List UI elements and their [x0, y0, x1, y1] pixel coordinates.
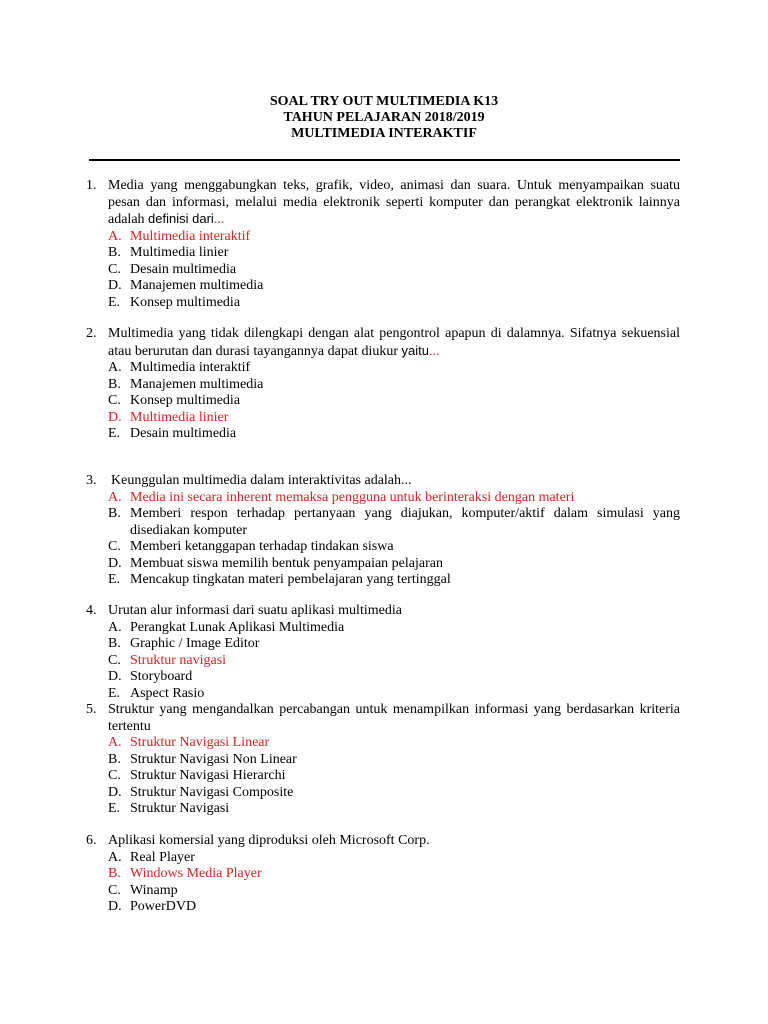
- answer-option: E. Struktur Navigasi: [108, 801, 230, 816]
- answer-option: C. Desain multimedia: [108, 261, 237, 277]
- question-stem: Aplikasi komersial yang diproduksi oleh Microsoft Corp.: [108, 833, 430, 848]
- answer-option: B. Graphic / Image Editor: [108, 636, 260, 651]
- question-number: 1.: [86, 178, 97, 193]
- answer-option: A. Multimedia interaktif: [108, 360, 251, 375]
- answer-option: D. Manajemen multimedia: [108, 278, 264, 293]
- question-number: 2.: [86, 326, 97, 341]
- answer-option-correct: A. Media ini secara inherent memaksa pengguna untuk berinteraksi dengan materi: [108, 489, 575, 505]
- question-2: [86, 326, 680, 443]
- answer-option-correct: A. Multimedia interaktif: [108, 228, 251, 244]
- answer-option: D. PowerDVD: [108, 899, 197, 914]
- answer-options: [86, 490, 680, 589]
- question-stem: Multimedia yang tidak dilengkapi dengan alat pengontrol apapun di dalamnya. Sifatnya sekuensial atau berurutan dan durasi tayangannya dapat diukur yaitu...: [108, 326, 680, 359]
- answer-option-correct: B. Windows Media Player: [108, 866, 262, 881]
- answer-option-correct: D. Multimedia linier: [108, 409, 229, 425]
- answer-options: [86, 850, 680, 916]
- title-line-2: TAHUN PELAJARAN 2018/2019: [283, 110, 485, 125]
- answer-option: D. Storyboard: [108, 669, 193, 684]
- answer-option: A. Real Player: [108, 849, 195, 865]
- question-5: [86, 702, 680, 818]
- answer-option: C. Konsep multimedia: [108, 393, 241, 408]
- answer-option-correct: A. Struktur Navigasi Linear: [108, 735, 270, 750]
- question-number: 4.: [86, 603, 97, 618]
- answer-option: C. Memberi ketanggapan terhadap tindakan siswa: [108, 539, 394, 554]
- answer-option: E. Konsep multimedia: [108, 294, 241, 310]
- question-stem: Keunggulan multimedia dalam interaktivitas adalah...: [111, 473, 412, 488]
- answer-option: B. Manajemen multimedia: [108, 376, 264, 392]
- question-stem: Struktur yang mengandalkan percabangan untuk menampilkan informasi yang berdasarkan kriteria tertentu: [108, 702, 680, 734]
- answer-options: [86, 735, 680, 818]
- header-divider: [89, 159, 680, 161]
- question-6: [86, 833, 680, 916]
- answer-option: B. Memberi respon terhadap pertanyaan yang diajukan, komputer/aktif dalam simulasi yang disediakan komputer: [108, 506, 680, 538]
- question-stem: Urutan alur informasi dari suatu aplikasi multimedia: [108, 603, 402, 618]
- answer-options: [86, 229, 680, 312]
- question-1: [86, 178, 680, 311]
- answer-option: B. Struktur Navigasi Non Linear: [108, 751, 297, 767]
- answer-option: B. Multimedia linier: [108, 245, 229, 260]
- title-line-3: MULTIMEDIA INTERAKTIF: [291, 126, 477, 141]
- question-number: 6.: [86, 833, 97, 848]
- question-number: 5.: [86, 702, 97, 717]
- answer-option: D. Membuat siswa memilih bentuk penyampaian pelajaran: [108, 555, 443, 571]
- question-4: [86, 603, 680, 702]
- answer-option: C. Struktur navigasi: [108, 652, 227, 668]
- question-number: 3.: [86, 473, 97, 488]
- question-3: [86, 473, 680, 589]
- answer-option: C. Struktur Navigasi Hierarchi: [108, 768, 286, 783]
- question-stem: Media yang menggabungkan teks, grafik, video, animasi dan suara. Untuk menyampaikan suatu pesan dan informasi, melalui media elektronik seperti komputer dan perangkat elektronik lainnya adalah definisi dari...: [108, 178, 680, 227]
- answer-option: C. Winamp: [108, 882, 178, 898]
- answer-option: A. Perangkat Lunak Aplikasi Multimedia: [108, 619, 345, 635]
- answer-option: D. Struktur Navigasi Composite: [108, 784, 294, 800]
- answer-options: [86, 360, 680, 443]
- answer-option: E. Mencakup tingkatan materi pembelajaran yang tertinggal: [108, 572, 451, 587]
- answer-option: E. Aspect Rasio: [108, 685, 205, 701]
- answer-options: [86, 620, 680, 703]
- title-line-1: SOAL TRY OUT MULTIMEDIA K13: [269, 94, 499, 109]
- answer-option: E. Desain multimedia: [108, 426, 237, 441]
